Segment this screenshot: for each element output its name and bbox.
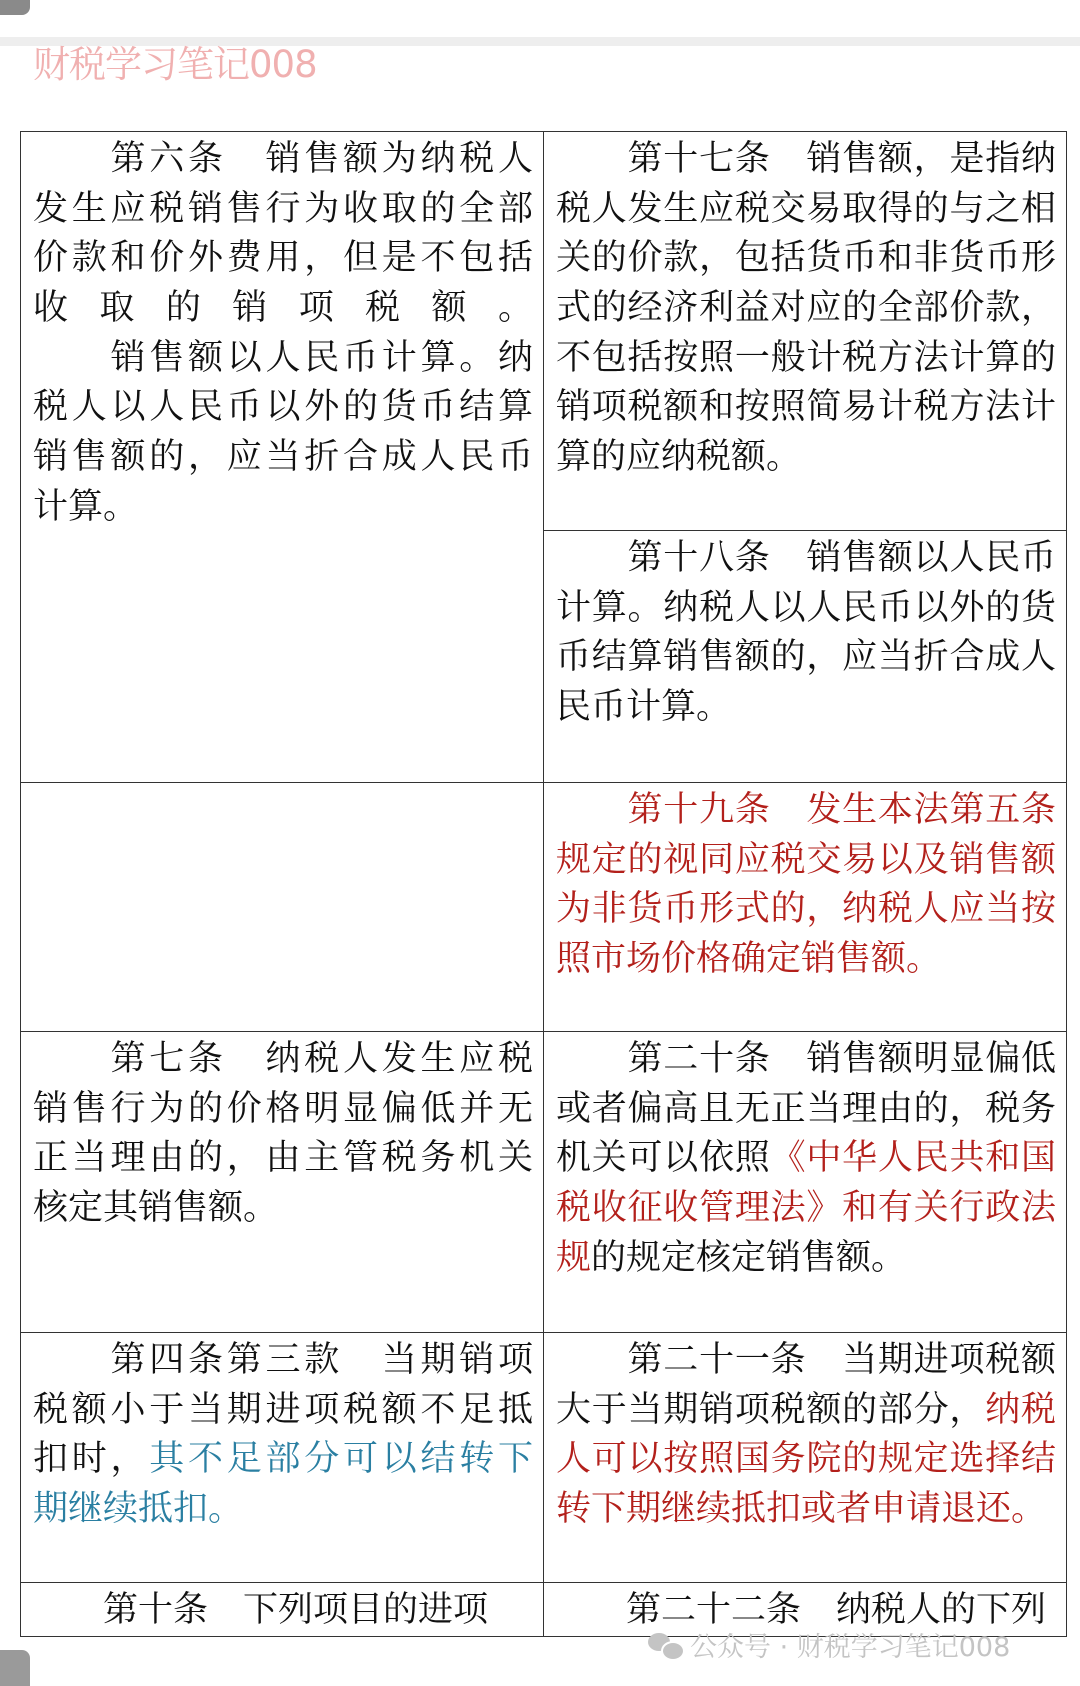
text-segment: 转下期继续抵扣或者申请退还。 xyxy=(556,1489,1047,1530)
text-segment: 币结算销售额的，应当折合成人 xyxy=(556,637,1056,678)
watermark-top: 财税学习笔记008 xyxy=(33,43,317,86)
text-line xyxy=(556,234,1056,284)
text-line xyxy=(556,433,1056,483)
cell-article-20 xyxy=(544,1032,1067,1333)
text-line xyxy=(556,383,1056,433)
text-segment: 《中华人民共和国 xyxy=(770,1138,1056,1179)
text-segment: 销售行为的价格明显偏低并无 xyxy=(33,1088,533,1129)
text-line xyxy=(33,284,533,334)
text-line xyxy=(33,185,533,235)
text-line xyxy=(556,1336,1056,1386)
text-line xyxy=(33,433,533,483)
text-line xyxy=(33,135,533,185)
text-line xyxy=(556,1085,1056,1135)
text-line xyxy=(33,1485,533,1535)
text-segment: 其不足部分可以结转下 xyxy=(149,1439,533,1480)
text-segment: 第二十二条 纳税人的下列 xyxy=(556,1590,1047,1630)
text-segment: 式的经济利益对应的全部价款， xyxy=(556,288,1056,329)
text-line xyxy=(556,683,1056,733)
text-segment: 税人以人民币以外的货币结算 xyxy=(33,387,533,428)
text-segment: 第十八条 销售额以人民币 xyxy=(556,538,1056,578)
text-segment: 第二十一条 当期进项税额 xyxy=(556,1340,1056,1380)
text-segment: 计算。纳税人以人民币以外的货 xyxy=(556,587,1056,628)
text-segment: 核定其销售额。 xyxy=(33,1188,279,1229)
text-segment: 销售额以人民币计算。纳 xyxy=(33,337,533,378)
cell-empty xyxy=(21,783,544,1032)
text-segment: 第二十条 销售额明显偏低 xyxy=(556,1039,1056,1079)
text-segment: 发生应税销售行为收取的全部 xyxy=(33,188,533,229)
text-segment: 第七条 纳税人发生应税 xyxy=(33,1039,533,1079)
text-line xyxy=(33,234,533,284)
text-segment: 第四条第三款 当期销项 xyxy=(33,1340,533,1380)
text-segment: 扣时， xyxy=(33,1439,150,1480)
text-segment: 第十七条 销售额，是指纳 xyxy=(556,139,1056,179)
text-line xyxy=(556,1485,1056,1535)
text-segment: 税额小于当期进项税额不足抵 xyxy=(33,1389,533,1430)
text-line xyxy=(33,383,533,433)
text-segment: 第十条 下列项目的进项 xyxy=(33,1590,489,1630)
cell-article-7 xyxy=(21,1032,544,1333)
cell-article-21 xyxy=(544,1333,1067,1583)
text-segment: 大于当期销项税额的部分， xyxy=(556,1389,986,1430)
text-line xyxy=(556,534,1056,584)
text-line xyxy=(556,633,1056,683)
text-line xyxy=(33,1336,533,1386)
text-line xyxy=(33,1435,533,1485)
text-segment: 纳税 xyxy=(985,1389,1056,1430)
text-line xyxy=(33,1035,533,1085)
text-line xyxy=(556,836,1056,886)
text-line xyxy=(556,284,1056,334)
text-line xyxy=(556,1134,1056,1184)
text-line xyxy=(33,1586,533,1636)
text-segment: 销项税额和按照简易计税方法计 xyxy=(556,387,1056,428)
text-segment: 税收征收管理法》和有关行政法 xyxy=(556,1188,1056,1229)
text-line xyxy=(556,135,1056,185)
text-segment: 或者偏高且无正当理由的，税务 xyxy=(556,1088,1056,1129)
text-segment: 税人发生应税交易取得的与之相 xyxy=(556,188,1056,229)
text-line xyxy=(33,483,533,533)
cell-article-6 xyxy=(21,132,544,783)
text-line xyxy=(33,1085,533,1135)
text-segment: 收取的销项税额。 xyxy=(33,288,533,329)
text-line xyxy=(556,1234,1056,1284)
text-line xyxy=(556,584,1056,634)
cell-article-19 xyxy=(544,783,1067,1032)
text-segment: 人可以按照国务院的规定选择结 xyxy=(556,1439,1056,1480)
top-corner-tab xyxy=(0,0,30,15)
law-comparison-table xyxy=(20,131,1067,1637)
watermark-bottom xyxy=(648,1625,1010,1664)
text-segment: 关的价款，包括货币和非货币形 xyxy=(556,238,1056,279)
text-segment: 价款和价外费用，但是不包括 xyxy=(33,238,533,279)
wechat-icon xyxy=(648,1631,684,1659)
text-line xyxy=(556,885,1056,935)
text-line xyxy=(556,935,1056,985)
text-line xyxy=(33,1134,533,1184)
text-segment: 的规定核定销售额。 xyxy=(591,1237,907,1278)
cell-article-10 xyxy=(21,1583,544,1637)
text-segment: 不包括按照一般计税方法计算的 xyxy=(556,337,1056,378)
text-line xyxy=(33,1184,533,1234)
text-segment: 计算。 xyxy=(33,486,139,527)
text-line xyxy=(556,1435,1056,1485)
text-segment: 第十九条 发生本法第五条 xyxy=(556,790,1056,830)
text-segment: 销售额的，应当折合成人民币 xyxy=(33,437,533,478)
cell-article-4-clause-3 xyxy=(21,1333,544,1583)
text-segment: 规 xyxy=(556,1237,592,1278)
cell-article-17 xyxy=(544,132,1067,531)
watermark-bottom-text: 公众号 · 财税学习笔记008 xyxy=(690,1632,1011,1663)
cell-article-18 xyxy=(544,531,1067,783)
text-segment: 第六条 销售额为纳税人 xyxy=(33,139,533,179)
bottom-corner-tab xyxy=(0,1650,30,1686)
text-segment: 规定的视同应税交易以及销售额 xyxy=(556,839,1056,880)
text-line xyxy=(556,786,1056,836)
text-segment: 照市场价格确定销售额。 xyxy=(556,939,942,980)
text-segment: 期继续抵扣。 xyxy=(33,1489,244,1530)
text-line xyxy=(556,1386,1056,1436)
text-line xyxy=(556,1035,1056,1085)
text-segment: 民币计算。 xyxy=(556,687,732,728)
text-line xyxy=(556,334,1056,384)
text-line xyxy=(556,1184,1056,1234)
text-segment: 为非货币形式的，纳税人应当按 xyxy=(556,889,1056,930)
text-line xyxy=(33,1386,533,1436)
text-segment: 正当理由的，由主管税务机关 xyxy=(33,1138,533,1179)
text-line xyxy=(33,334,533,384)
text-segment: 算的应纳税额。 xyxy=(556,437,802,478)
text-segment: 机关可以依照 xyxy=(556,1138,771,1179)
text-line xyxy=(556,185,1056,235)
